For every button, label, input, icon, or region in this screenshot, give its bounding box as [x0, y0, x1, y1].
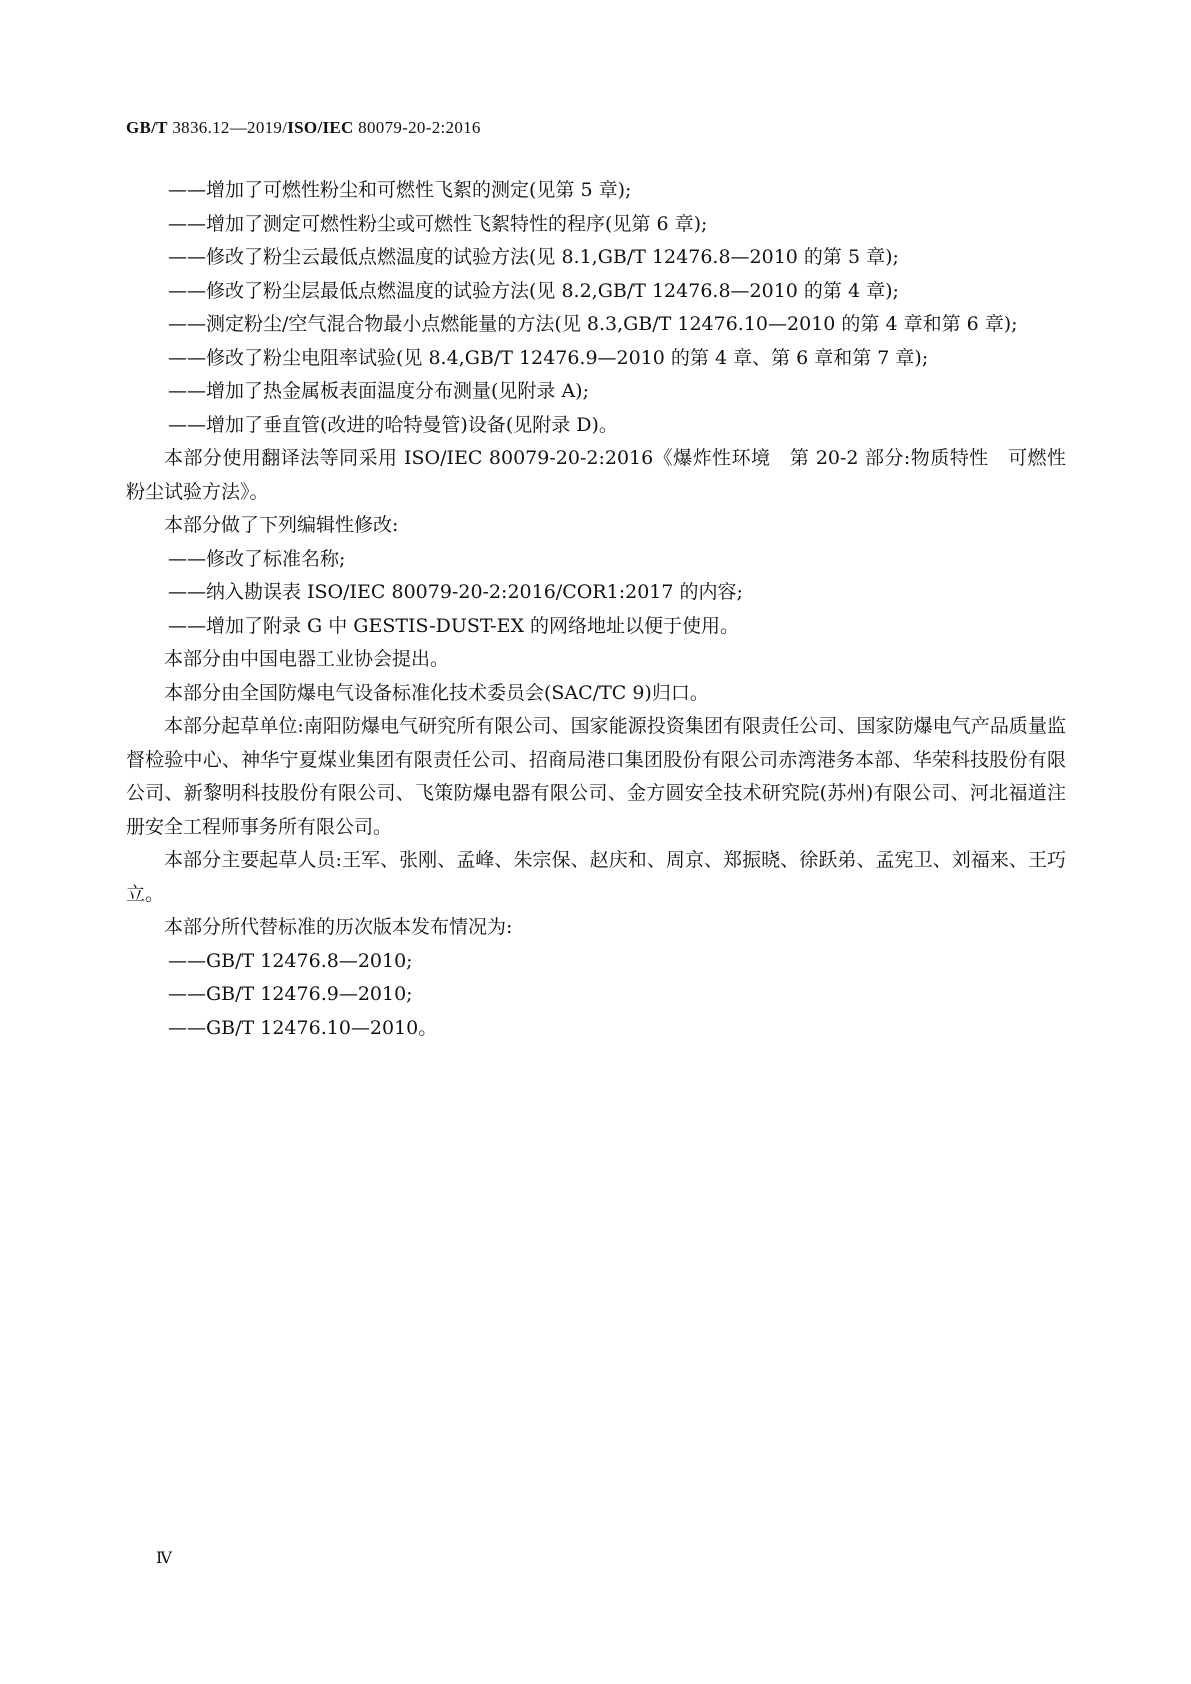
history-list	[126, 945, 1066, 1046]
list-item: ——增加了垂直管(改进的哈特曼管)设备(见附录 D)。	[168, 413, 618, 436]
page-header	[126, 118, 481, 138]
list-item: ——纳入勘误表 ISO/IEC 80079-20-2:2016/COR1:2017 的内容;	[168, 581, 743, 603]
list-item: ——修改了标准名称;	[168, 547, 346, 570]
list-item: ——增加了可燃性粉尘和可燃性飞絮的测定(见第 5 章);	[168, 179, 632, 201]
list-item: ——GB/T 12476.9—2010;	[168, 983, 413, 1005]
proposed-by-paragraph: 本部分由中国电器工业协会提出。	[164, 648, 450, 670]
standard-number: 3836.12—2019/	[167, 118, 288, 137]
managed-by-paragraph: 本部分由全国防爆电气设备标准化技术委员会(SAC/TC 9)归口。	[164, 681, 709, 704]
adoption-paragraph: 本部分使用翻译法等同采用 ISO/IEC 80079-20-2:2016《爆炸性环境 第 20-2 部分:物质特性 可燃性粉尘试验方法》。	[126, 447, 1066, 503]
standard-prefix: GB/T	[126, 118, 168, 137]
list-item: ——修改了粉尘云最低点燃温度的试验方法(见 8.1,GB/T 12476.8—2010 的第 5 章);	[168, 246, 899, 268]
iso-prefix: ISO/IEC	[287, 118, 354, 137]
technical-changes-list	[126, 174, 1066, 442]
iso-number: 80079-20-2:2016	[353, 118, 481, 137]
list-item: ——修改了粉尘层最低点燃温度的试验方法(见 8.2,GB/T 12476.8—2010 的第 4 章);	[168, 279, 899, 302]
list-item: ——GB/T 12476.8—2010;	[168, 949, 413, 972]
list-item: ——增加了热金属板表面温度分布测量(见附录 A);	[168, 380, 589, 402]
document-body	[126, 174, 1066, 1045]
editorial-changes-list	[126, 543, 1066, 644]
editorial-intro: 本部分做了下列编辑性修改:	[164, 514, 399, 536]
page-number: Ⅳ	[156, 1550, 172, 1567]
history-intro: 本部分所代替标准的历次版本发布情况为:	[164, 916, 513, 938]
list-item: ——测定粉尘/空气混合物最小点燃能量的方法(见 8.3,GB/T 12476.10—2010 的第 4 章和第 6 章);	[168, 313, 1018, 335]
drafting-units-paragraph: 本部分起草单位:南阳防爆电气研究所有限公司、国家能源投资集团有限责任公司、国家防爆电气产品质量监督检验中心、神华宁夏煤业集团有限责任公司、招商局港口集团股份有限公司赤湾港务本部、华荣科技股份有限公司、新黎明科技股份有限公司、飞策防爆电器有限公司、金方圆安全技术研究院(苏州)有限公司、河北福道注册安全工程师事务所有限公司。	[126, 715, 1066, 838]
drafters-paragraph: 本部分主要起草人员:王军、张刚、孟峰、朱宗保、赵庆和、周京、郑振晓、徐跃弟、孟宪卫、刘福来、王巧立。	[126, 849, 1066, 905]
list-item: ——增加了附录 G 中 GESTIS-DUST-EX 的网络地址以便于使用。	[168, 614, 740, 637]
list-item: ——增加了测定可燃性粉尘或可燃性飞絮特性的程序(见第 6 章);	[168, 212, 708, 235]
list-item: ——GB/T 12476.10—2010。	[168, 1016, 438, 1039]
list-item: ——修改了粉尘电阻率试验(见 8.4,GB/T 12476.9—2010 的第 4 章、第 6 章和第 7 章);	[168, 346, 929, 369]
